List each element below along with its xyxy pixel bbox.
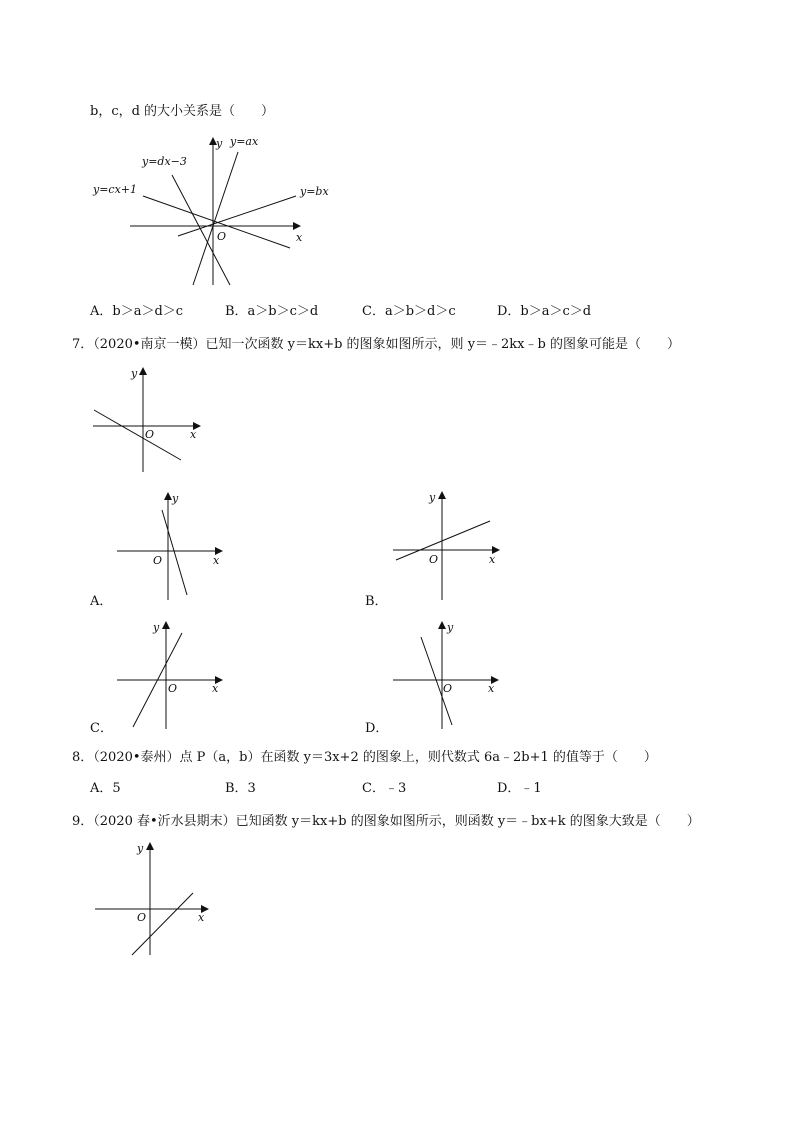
q7-b-y: y bbox=[429, 491, 436, 504]
q7-b-x: x bbox=[489, 553, 496, 566]
q6-label-bx: y=bx bbox=[300, 185, 329, 198]
q8-option-a: A．5 bbox=[90, 781, 121, 796]
q7-c-o: O bbox=[168, 682, 178, 695]
q7-d-o: O bbox=[443, 682, 453, 695]
q6-stem: b，c，d 的大小关系是（ ） bbox=[90, 104, 275, 119]
q7-d-y: y bbox=[447, 621, 454, 634]
q7-a-o: O bbox=[153, 554, 163, 567]
q9-line bbox=[132, 893, 193, 955]
q7-option-c: C． bbox=[90, 721, 113, 736]
q7-option-b: B． bbox=[365, 594, 388, 609]
q7-c-x: x bbox=[212, 682, 219, 695]
q7-option-d: D． bbox=[365, 721, 389, 736]
q7-main-y: y bbox=[131, 367, 138, 380]
q9-label-o: O bbox=[137, 911, 147, 924]
q6-option-b: B．a＞b＞c＞d bbox=[225, 304, 319, 319]
q9-stem: 9．（2020 春•沂水县期末）已知函数 y＝kx+b 的图象如图所示，则函数 y＝﹣bx+k 的图象大致是（ ） bbox=[72, 814, 700, 829]
q6-label-ax: y=ax bbox=[230, 135, 259, 148]
q6-label-dx: y=dx−3 bbox=[142, 155, 187, 168]
q6-label-y: y bbox=[216, 137, 223, 150]
q6-option-d: D．b＞a＞c＞d bbox=[497, 304, 592, 319]
q7-c-y: y bbox=[153, 621, 160, 634]
q9-label-x: x bbox=[198, 911, 205, 924]
q8-option-c: C．﹣3 bbox=[362, 781, 407, 796]
q9-label-y: y bbox=[137, 842, 144, 855]
q6-label-x: x bbox=[296, 231, 303, 244]
q6-option-c: C．a＞b＞d＞c bbox=[362, 304, 456, 319]
q7-main-o: O bbox=[145, 428, 155, 441]
q8-stem: 8．（2020•泰州）点 P（a，b）在函数 y＝3x+2 的图象上，则代数式 6a﹣2b+1 的值等于（ ） bbox=[72, 750, 657, 765]
q7-a-x: x bbox=[213, 554, 220, 567]
q7-a-y: y bbox=[172, 492, 179, 505]
q7-main-x: x bbox=[190, 428, 197, 441]
q8-option-b: B．3 bbox=[225, 781, 256, 796]
q6-option-a: A．b＞a＞d＞c bbox=[90, 304, 184, 319]
q7-stem: 7．（2020•南京一模）已知一次函数 y＝kx+b 的图象如图所示，则 y＝﹣2kx﹣b 的图象可能是（ ） bbox=[72, 337, 680, 352]
q7-d-x: x bbox=[488, 682, 495, 695]
q7-b-o: O bbox=[429, 553, 439, 566]
q7-option-a: A． bbox=[90, 594, 113, 609]
q6-label-o: O bbox=[217, 230, 227, 243]
q6-label-cx: y=cx+1 bbox=[93, 183, 138, 196]
q8-option-d: D．﹣1 bbox=[497, 781, 542, 796]
